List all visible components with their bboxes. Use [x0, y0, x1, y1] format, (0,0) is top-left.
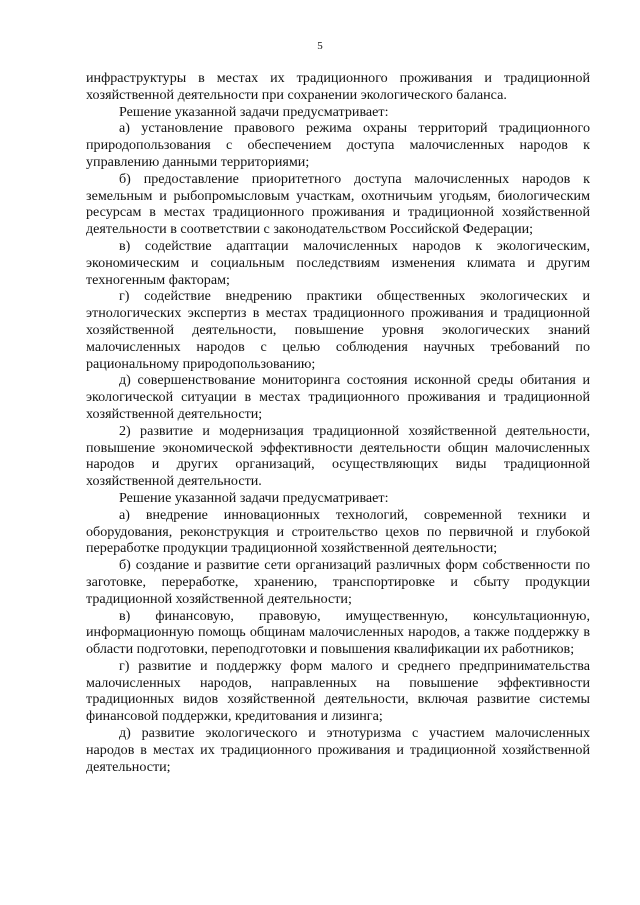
- paragraph: Решение указанной задачи предусматривает:: [119, 103, 389, 120]
- paragraph: д) совершенствование мониторинга состояния исконной среды обитания и экологической ситуации в местах традиционного проживания и традиционной хозяйственной деятельности;: [86, 372, 590, 422]
- document-body: [86, 70, 590, 775]
- paragraph: Решение указанной задачи предусматривает:: [119, 489, 389, 506]
- paragraph: а) внедрение инновационных технологий, современной техники и оборудования, реконструкция и строительство цехов по первичной и глубокой переработке продукции традиционной хозяйственной деятельности;: [86, 506, 590, 557]
- paragraph: инфраструктуры в местах их традиционного проживания и традиционной хозяйственной деятельности при сохранении экологического баланса.: [86, 70, 590, 103]
- paragraph: д) развитие экологического и этнотуризма с участием малочисленных народов в местах их традиционного проживания и традиционной хозяйственной деятельности;: [86, 725, 590, 775]
- paragraph: г) содействие внедрению практики общественных экологических и этнологических экспертиз в местах традиционного проживания и традиционной хозяйственной деятельности, повышение уровня экологических знаний малочисленных народов с целью соблюдения научных требований по рациональному природопользованию;: [86, 288, 590, 372]
- paragraph: а) установление правового режима охраны территорий традиционного природопользования с обеспечением доступа малочисленных народов к управлению данными территориями;: [86, 120, 590, 170]
- paragraph: 2) развитие и модернизация традиционной хозяйственной деятельности, повышение экономической эффективности деятельности общин малочисленных народов и других организаций, осуществляющих виды традиционной хозяйственной деятельности.: [86, 422, 590, 490]
- paragraph: б) предоставление приоритетного доступа малочисленных народов к земельным и рыбопромысловым участкам, охотничьим угодьям, биологическим ресурсам в местах традиционного проживания и традиционной хозяйственной деятельности в соответствии с законодательством Российской Федерации;: [86, 170, 590, 238]
- paragraph: в) финансовую, правовую, имущественную, консультационную, информационную помощь общинам малочисленных народов, а также поддержку в области подготовки, переподготовки и повышения квалификации их работников;: [86, 607, 590, 658]
- paragraph: в) содействие адаптации малочисленных народов к экологическим, экономическим и социальным последствиям изменения климата и другим техногенным факторам;: [86, 237, 590, 288]
- page-number: 5: [317, 40, 323, 52]
- paragraph: г) развитие и поддержку форм малого и среднего предпринимательства малочисленных народов, направленных на повышение эффективности традиционных видов хозяйственной деятельности, включая развитие системы финансовой поддержки, кредитования и лизинга;: [86, 657, 590, 725]
- paragraph: б) создание и развитие сети организаций различных форм собственности по заготовке, переработке, хранению, транспортировке и сбыту продукции традиционной хозяйственной деятельности;: [86, 557, 590, 607]
